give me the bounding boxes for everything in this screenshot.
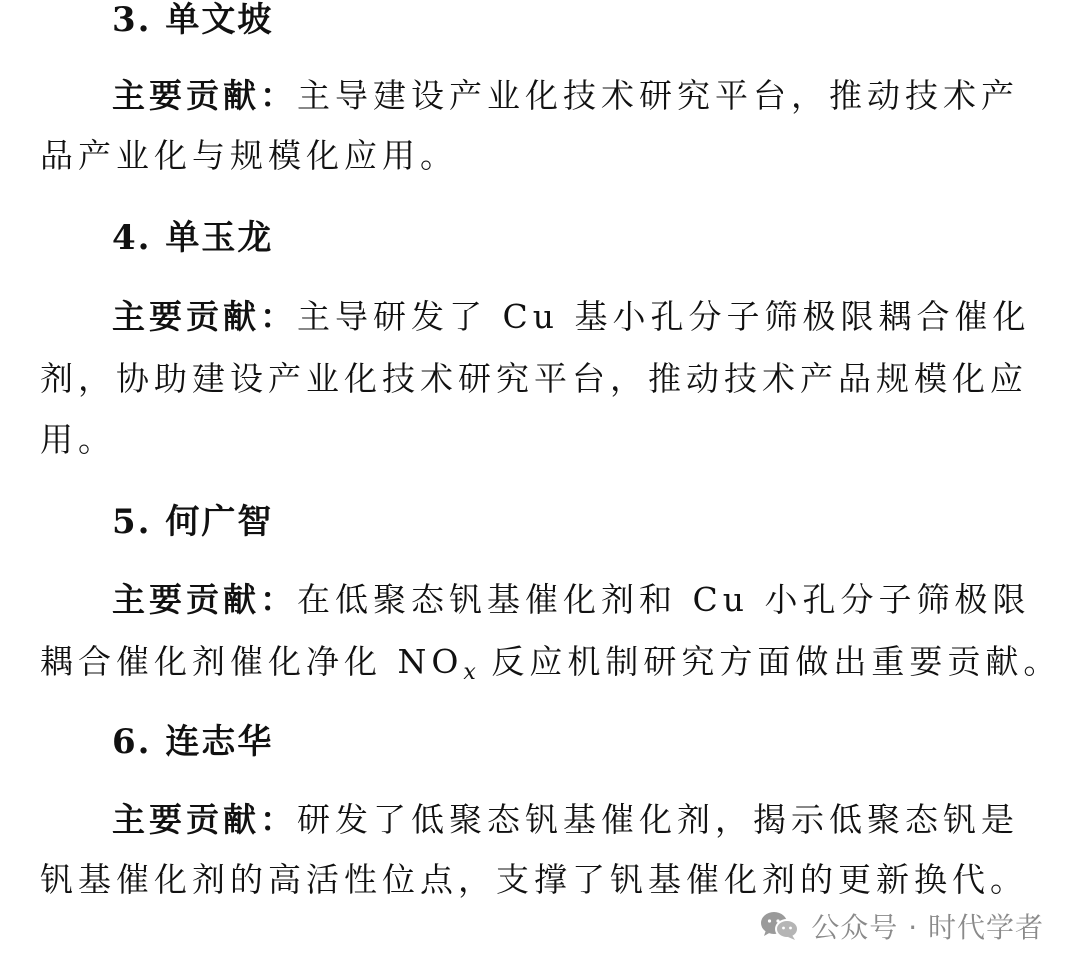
contribution-text: 研发了低聚态钒基催化剂，揭示低聚态钒是 — [297, 800, 1019, 839]
contribution-line-5-1 — [112, 580, 1062, 620]
contribution-line-3-2: 品产业化与规模化应用。 — [40, 136, 458, 175]
wechat-watermark — [759, 906, 1044, 946]
contribution-text: 主导建设产业化技术研究平台，推动技术产 — [297, 76, 1019, 115]
section-heading-6: 6. 连志华 — [112, 722, 274, 762]
contribution-line-6-1 — [112, 800, 1062, 840]
section-heading-5: 5. 何广智 — [112, 502, 274, 542]
contribution-label: 主要贡献： — [112, 297, 297, 336]
contribution-line-4-3: 用。 — [40, 420, 116, 459]
watermark-text: 公众号 · 时代学者 — [811, 911, 1044, 944]
contribution-line-3-1 — [112, 76, 1062, 116]
contribution-text: 耦合催化剂催化净化 NO — [40, 642, 464, 681]
nox-subscript: x — [463, 660, 476, 685]
contribution-line-4-2: 剂，协助建设产业化技术研究平台，推动技术产品规模化应 — [40, 359, 1028, 398]
section-heading-4: 4. 单玉龙 — [112, 218, 274, 258]
contribution-line-6-2: 钒基催化剂的高活性位点，支撑了钒基催化剂的更新换代。 — [40, 860, 1028, 899]
section-heading-3: 3. 单文坡 — [112, 0, 274, 40]
contribution-label: 主要贡献： — [112, 800, 297, 839]
contribution-text: 主导研发了 Cu 基小孔分子筛极限耦合催化 — [297, 297, 1031, 336]
contribution-line-4-1 — [112, 297, 1062, 337]
contribution-label: 主要贡献： — [112, 76, 297, 115]
contribution-text: 在低聚态钒基催化剂和 Cu 小孔分子筛极限 — [297, 580, 1031, 619]
contribution-text: 反应机制研究方面做出重要贡献。 — [491, 642, 1062, 681]
contribution-label: 主要贡献： — [112, 580, 297, 619]
wechat-icon — [759, 909, 801, 943]
contribution-line-5-2 — [40, 642, 1062, 693]
